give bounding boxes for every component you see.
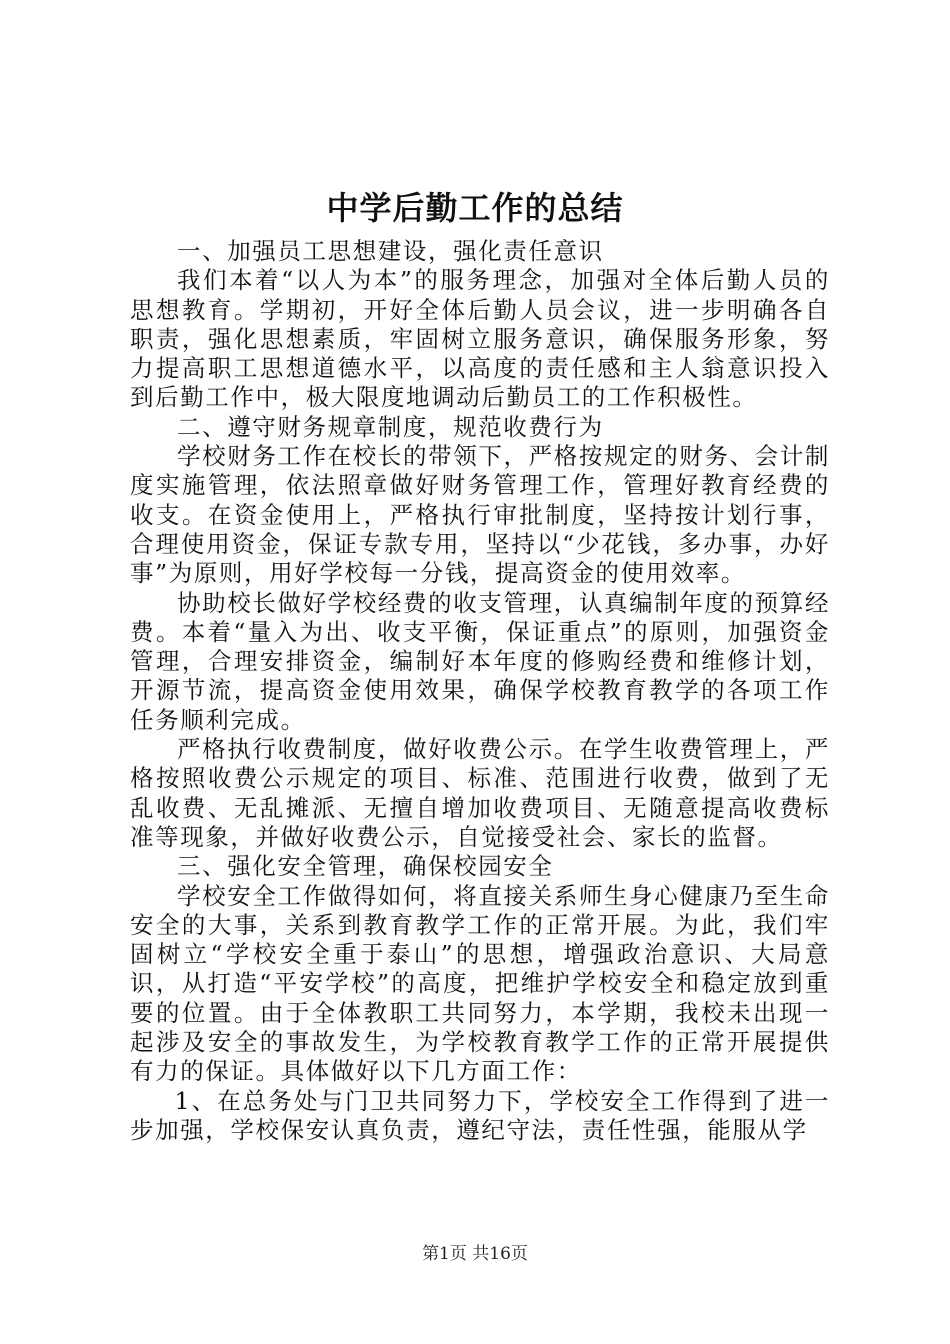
section-heading-1: 一、加强员工思想建设，强化责任意识 xyxy=(177,237,604,265)
paragraph: 我们本着“以人为本”的服务理念，加强对全体后勤人员的思想教育。学期初，开好全体后勤人员会议，进一步明确各自职责，强化思想素质，牢固树立服务意识，确保服务形象，努力提高职工思想道德水平，以高度的责任感和主人翁意识投入到后勤工作中，极大限度地调动后勤员工的工作积极性。 xyxy=(130,266,830,412)
document-body xyxy=(130,237,830,1145)
paragraph: 学校安全工作做得如何，将直接关系师生身心健康乃至生命安全的大事，关系到教育教学工作的正常开展。为此，我们牢固树立“学校安全重于泰山”的思想，增强政治意识、大局意识，从打造“平安学校”的高度，把维护学校安全和稳定放到重要的位置。由于全体教职工共同努力，本学期，我校未出现一起涉及安全的事故发生，为学校教育教学工作的正常开展提供有力的保证。具体做好以下几方面工作： xyxy=(130,881,830,1086)
paragraph: 学校财务工作在校长的带领下，严格按规定的财务、会计制度实施管理，依法照章做好财务管理工作，管理好教育经费的收支。在资金使用上，严格执行审批制度，坚持按计划行事，合理使用资金，保证专款专用，坚持以“少花钱，多办事，办好事”为原则，用好学校每一分钱，提高资金的使用效率。 xyxy=(130,442,830,588)
numbered-paragraph: 1、在总务处与门卫共同努力下，学校安全工作得到了进一步加强，学校保安认真负责，遵纪守法，责任性强，能服从学 xyxy=(130,1086,830,1144)
page-number-footer: 第1页 共16页 xyxy=(422,1244,528,1264)
paragraph: 协助校长做好学校经费的收支管理，认真编制年度的预算经费。本着“量入为出、收支平衡，保证重点”的原则，加强资金管理，合理安排资金，编制好本年度的修购经费和维修计划，开源节流，提高资金使用效果，确保学校教育教学的各项工作任务顺利完成。 xyxy=(130,588,830,734)
section-heading-2: 二、遵守财务规章制度，规范收费行为 xyxy=(177,412,604,441)
paragraph: 严格执行收费制度，做好收费公示。在学生收费管理上，严格按照收费公示规定的项目、标准、范围进行收费，做到了无乱收费、无乱摊派、无擅自增加收费项目、无随意提高收费标准等现象，并做好收费公示，自觉接受社会、家长的监督。 xyxy=(130,735,830,851)
document-title: 中学后勤工作的总结 xyxy=(326,189,624,227)
section-heading-3: 三、强化安全管理，确保校园安全 xyxy=(177,852,554,881)
